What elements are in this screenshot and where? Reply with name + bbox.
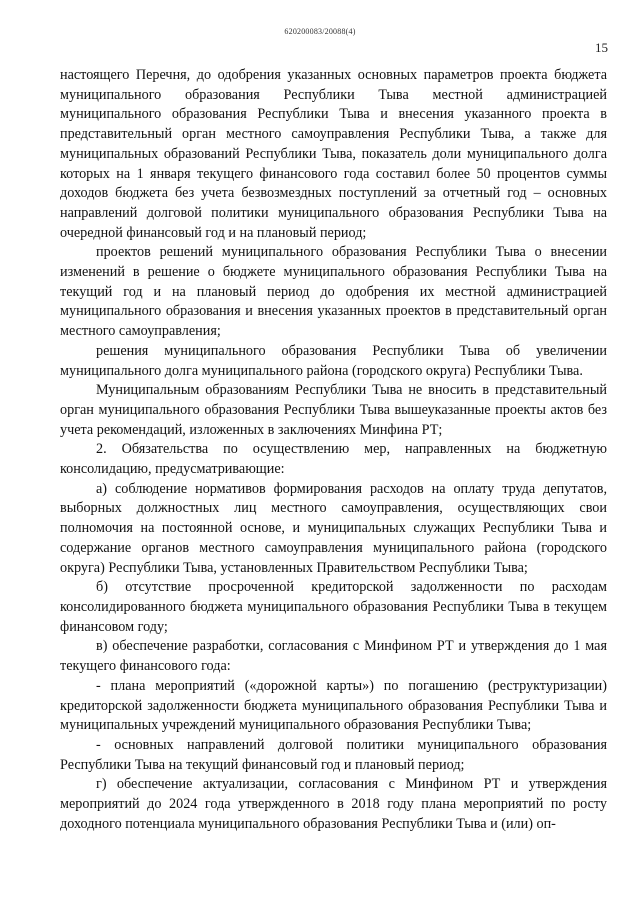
document-id: 620200083/20088(4) — [284, 27, 356, 36]
list-item: - плана мероприятий («дорожной карты») по погашению (реструктуризации) кредиторской задолженности бюджета муниципального образования Республики Тыва и муниципальных учреждений муниципального образования Республики Тыва; — [60, 677, 607, 734]
list-item: а) соблюдение нормативов формирования расходов на оплату труда депутатов, выборных должностных лиц местного самоуправления, осуществляющих свои полномочия на постоянной основе, и муниципальных служащих Республики Тыва и содержание органов местного самоуправления муниципального района (городского округа) Республики Тыва, установленных Правительством Республики Тыва; — [60, 480, 607, 576]
list-item: б) отсутствие просроченной кредиторской задолженности по расходам консолидированного бюджета муниципального образования Республики Тыва в текущем финансовом году; — [60, 579, 607, 635]
page-number: 15 — [595, 40, 608, 55]
paragraph: проектов решений муниципального образования Республики Тыва о внесении изменений в решение о бюджете муниципального образования Республики Тыва на текущий год и на плановый период до одобрения их местной администрацией муниципального образования и внесения указанных проектов в представительный орган местного самоуправления; — [60, 244, 607, 340]
paragraph: решения муниципального образования Республики Тыва об увеличении муниципального долга муниципального района (городского округа) Республики Тыва. — [60, 342, 607, 379]
paragraph: Муниципальным образованиям Республики Тыва не вносить в представительный орган муниципального образования Республики Тыва вышеуказанные проекты актов без учета рекомендаций, изложенных в заключениях Минфина РТ; — [60, 382, 607, 438]
body-text — [60, 66, 607, 834]
list-item: - основных направлений долговой политики муниципального образования Республики Тыва на текущий финансовый год и плановый период; — [60, 736, 607, 773]
list-item: в) обеспечение разработки, согласования с Минфином РТ и утверждения до 1 мая текущего финансового года: — [60, 638, 607, 675]
paragraph: 2. Обязательства по осуществлению мер, направленных на бюджетную консолидацию, предусматривающие: — [60, 441, 607, 478]
list-item: г) обеспечение актуализации, согласования с Минфином РТ и утверждения мероприятий до 2024 года утвержденного в 2018 году плана мероприятий по росту доходного потенциала муниципального образования Республики Тыва и (или) оп- — [60, 776, 607, 832]
paragraph: настоящего Перечня, до одобрения указанных основных параметров проекта бюджета муниципального образования Республики Тыва местной администрацией муниципального образования Республики Тыва и внесения указанного проекта в представительный орган местного самоуправления Республики Тыва, а также для муниципальных образований Республики Тыва, показатель доли муниципального долга которых на 1 января текущего финансового года составил более 50 процентов суммы доходов бюджета без учета безвозмездных поступлений за отчетный год – основных направлений долговой политики муниципального образования Республики Тыва на очередной финансовый год и на плановый период; — [60, 67, 607, 241]
